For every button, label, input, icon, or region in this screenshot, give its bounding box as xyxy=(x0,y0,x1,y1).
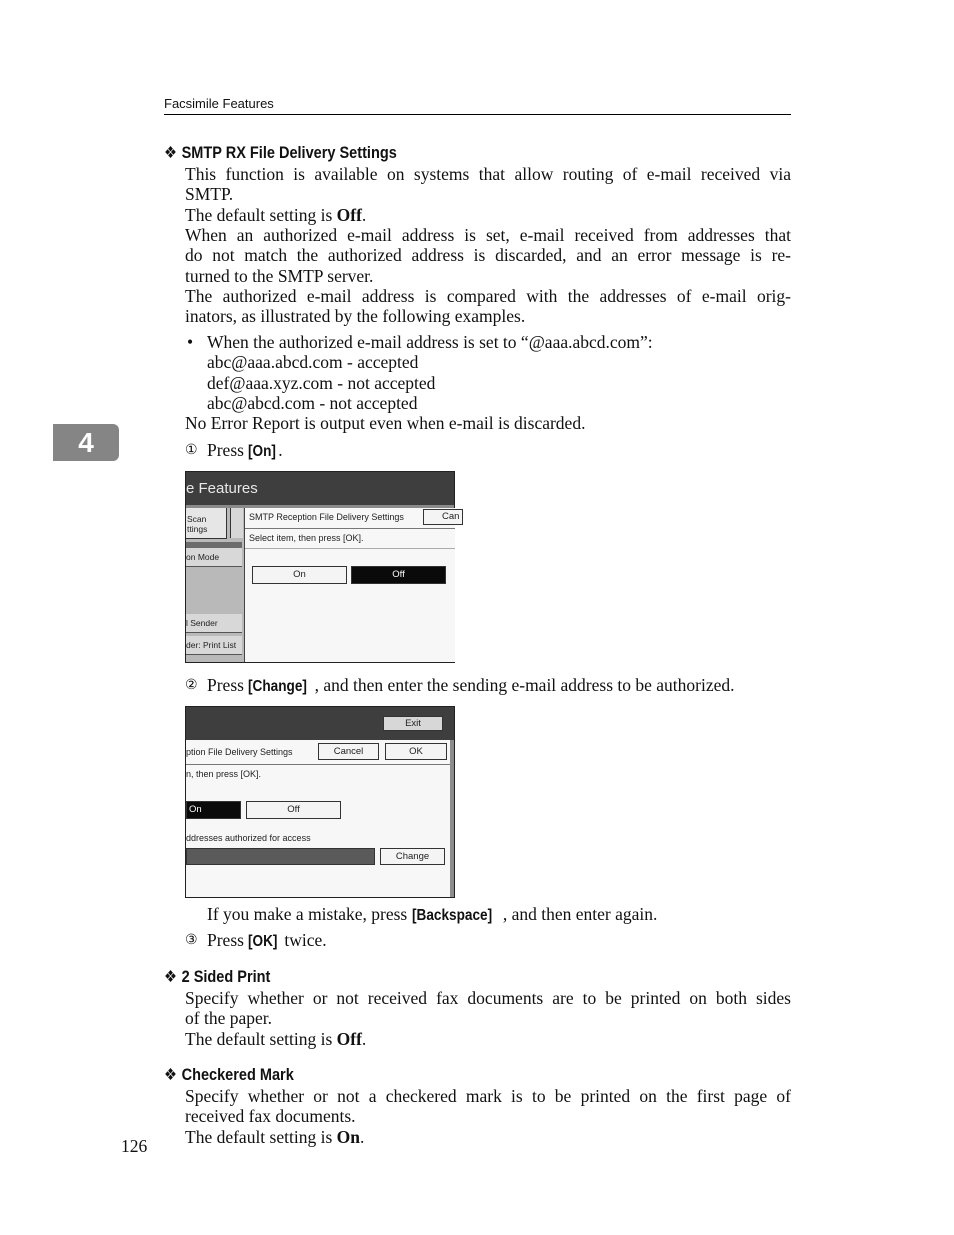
screen1-side-item-mode[interactable]: on Mode xyxy=(186,548,242,567)
screen1-instruction: Select item, then press [OK]. xyxy=(249,533,364,543)
screen1-panel xyxy=(244,508,460,662)
screen2-on-button[interactable]: On xyxy=(186,801,241,819)
running-header: Facsimile Features xyxy=(164,96,274,111)
smtp-default: The default setting is Off. xyxy=(185,205,367,225)
screen2-instruction: n, then press [OK]. xyxy=(186,769,262,779)
checkered-paragraph: Specify whether or not a checkered mark is to be printed on the first page of received fax documents. xyxy=(185,1086,791,1127)
screen2-panel xyxy=(186,740,454,897)
section-heading-2-sided-print: ❖ 2 Sided Print xyxy=(164,968,271,986)
screen1-title-bar: e Features xyxy=(186,472,454,505)
ok-key-label: [OK] xyxy=(248,933,278,950)
step-2: Press [Change] , and then enter the sending e-mail address to be authorized. xyxy=(207,675,735,697)
smtp-note: No Error Report is output even when e-mail is discarded. xyxy=(185,413,586,433)
screen2-ok-button[interactable]: OK xyxy=(385,743,447,760)
step-1: Press [On] . xyxy=(207,440,283,462)
step-3-number: ③ xyxy=(185,933,198,948)
screen1-side-item-sender[interactable]: l Sender xyxy=(186,614,242,633)
screen2-title-bar xyxy=(186,707,454,740)
screen2-exit-button[interactable]: Exit xyxy=(383,716,443,731)
screen2-addresses-label: ddresses authorized for access xyxy=(186,833,311,843)
smtp-paragraph-1: This function is available on systems that allow routing of e-mail received via SMTP. xyxy=(185,164,791,205)
screen2-panel-title: ption File Delivery Settings xyxy=(186,747,293,757)
screen1-side-item-print-list[interactable]: der: Print List xyxy=(186,636,242,655)
section-heading-smtp: ❖ SMTP RX File Delivery Settings xyxy=(164,144,397,162)
chapter-tab: 4 xyxy=(53,424,119,461)
on-key-label: [On] xyxy=(248,443,277,460)
bullet-list: When the authorized e-mail address is set to “@aaa.abcd.com”: abc@aaa.abcd.com - accepted def@aaa.xyz.com - not accepted abc@abcd.com - not accepted xyxy=(207,332,653,413)
duplex-paragraph: Specify whether or not received fax documents are to be printed on both sides of the paper. xyxy=(185,988,791,1029)
section-heading-checkered-mark: ❖ Checkered Mark xyxy=(164,1066,294,1084)
step-2-note: If you make a mistake, press [Backspace] , and then enter again. xyxy=(207,904,657,926)
diamond-bullet-icon: ❖ xyxy=(164,144,178,162)
change-key-label: [Change] xyxy=(248,678,308,695)
smtp-paragraph-3: The authorized e-mail address is compared with the addresses of e-mail orig- inators, as illustrated by the following examples. xyxy=(185,286,791,327)
checkered-default: The default setting is On. xyxy=(185,1127,365,1147)
page-number: 126 xyxy=(121,1136,148,1156)
screenshot-authorized-address xyxy=(185,706,455,898)
screen2-change-button[interactable]: Change xyxy=(380,848,445,865)
screen2-scrollbar[interactable] xyxy=(450,740,454,897)
screen1-on-button[interactable]: On xyxy=(252,566,347,584)
screen1-scan-settings-tab[interactable]: Scan ttings xyxy=(186,508,227,539)
step-2-number: ② xyxy=(185,678,198,693)
step-1-number: ① xyxy=(185,443,198,458)
screen1-off-button[interactable]: Off xyxy=(351,566,446,584)
screen2-cancel-button[interactable]: Cancel xyxy=(318,743,379,760)
screen1-cancel-button[interactable]: Can xyxy=(423,509,463,525)
step-3: Press [OK] twice. xyxy=(207,930,327,952)
diamond-bullet-icon: ❖ xyxy=(164,968,178,986)
duplex-default: The default setting is Off. xyxy=(185,1029,367,1049)
bullet-dot-icon: • xyxy=(187,332,194,352)
screen1-panel-title: SMTP Reception File Delivery Settings xyxy=(249,512,404,522)
backspace-key-label: [Backspace] xyxy=(411,907,492,924)
screen2-address-field[interactable] xyxy=(186,848,375,865)
screenshot-smtp-settings-on-off xyxy=(185,471,460,663)
smtp-paragraph-2: When an authorized e-mail address is set, e-mail received from addresses that do not match the authorized address is discarded, and an error message is re- turned to the SMTP server. xyxy=(185,225,791,286)
diamond-bullet-icon: ❖ xyxy=(164,1066,178,1084)
header-rule xyxy=(164,114,791,115)
screen2-off-button[interactable]: Off xyxy=(246,801,341,819)
